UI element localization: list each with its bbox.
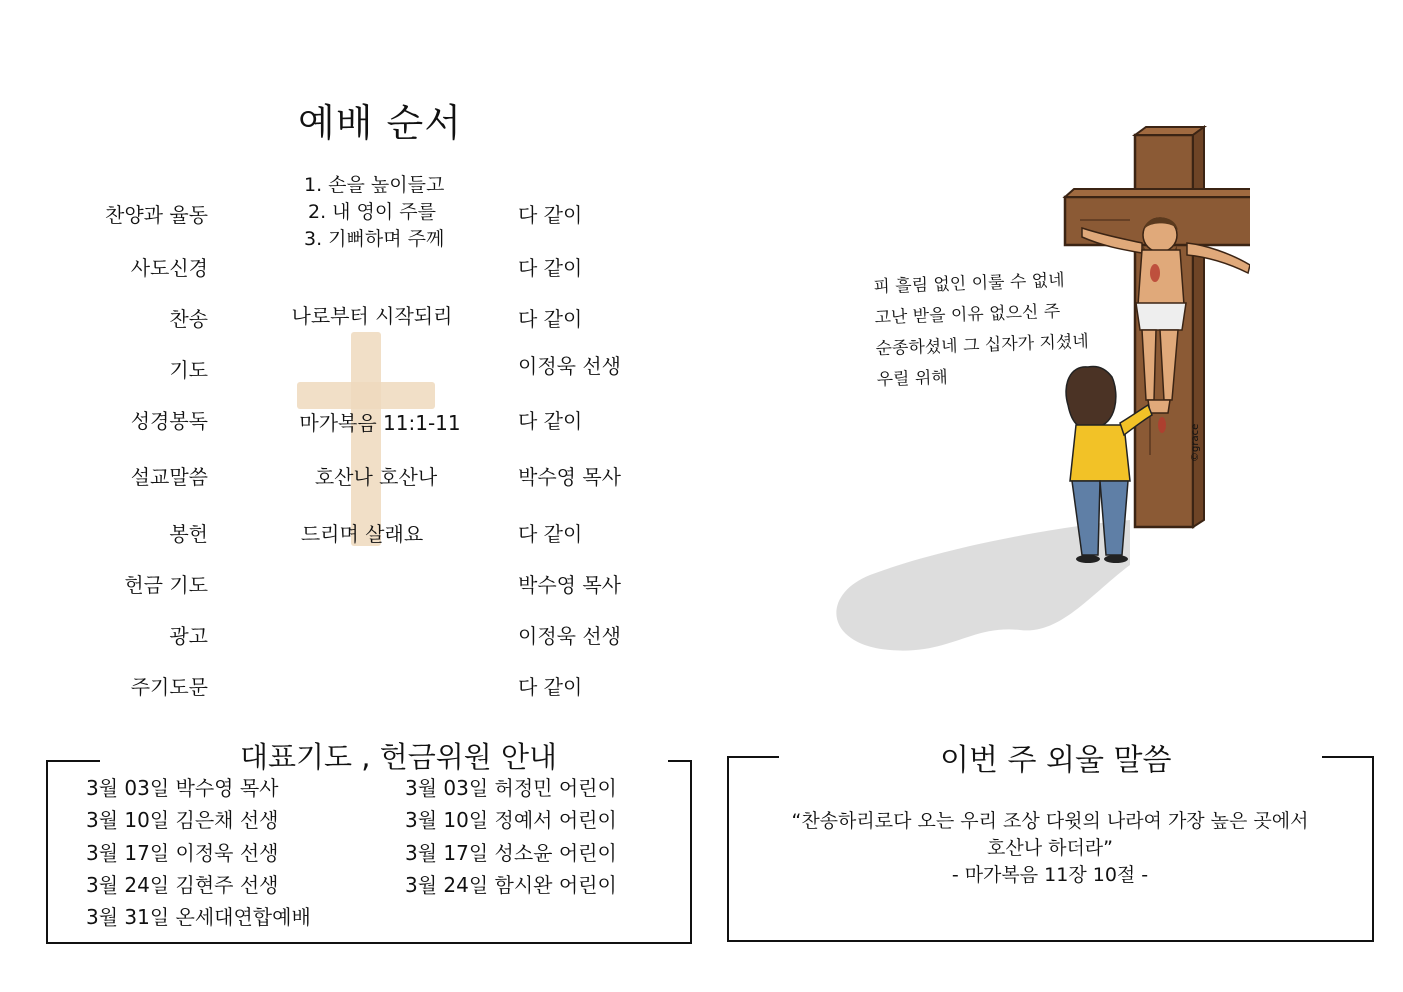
order-leader: 다 같이 [518, 307, 583, 331]
order-leader: 이정욱 선생 [518, 354, 621, 378]
order-title: 호산나 호산나 [314, 465, 438, 489]
order-leader: 박수영 목사 [518, 573, 621, 597]
caption-line: 우릴 위해 [876, 367, 949, 391]
order-leader: 다 같이 [518, 409, 583, 433]
order-leader: 박수영 목사 [518, 465, 621, 489]
order-title: 나로부터 시작되리 [291, 304, 453, 328]
verse-text-line: 호산나 하더라” [986, 837, 1113, 859]
order-title: 마가복음 11:1-11 [299, 411, 461, 435]
order-leader: 다 같이 [518, 203, 583, 227]
order-leader: 다 같이 [518, 522, 583, 546]
order-title-line: 2. 내 영이 주를 [308, 201, 437, 223]
list-item: 3월 24일 김현주 선생 [86, 873, 279, 897]
order-label: 설교말씀 [130, 465, 208, 489]
list-item: 3월 10일 김은채 선생 [86, 808, 279, 832]
order-leader: 다 같이 [518, 675, 583, 699]
order-label: 찬양과 율동 [105, 203, 208, 227]
cross-watermark-icon [295, 330, 437, 548]
order-label: 사도신경 [130, 256, 208, 280]
list-item: 3월 17일 이정욱 선생 [86, 841, 279, 865]
order-leader: 이정욱 선생 [518, 624, 621, 648]
verse-box-title: 이번 주 외울 말씀 [940, 743, 1172, 778]
verse-reference: - 마가복음 11장 10절 - [951, 864, 1149, 886]
page-title: 예배 순서 [298, 101, 462, 145]
caption-line: 고난 받을 이유 없으신 주 [874, 301, 1061, 329]
list-item: 3월 17일 성소윤 어린이 [405, 841, 617, 865]
order-leader: 다 같이 [518, 256, 583, 280]
order-title: 드리며 살래요 [300, 522, 424, 546]
crucifixion-illustration [830, 125, 1250, 685]
order-label: 성경봉독 [130, 409, 208, 433]
list-item: 3월 03일 박수영 목사 [86, 776, 279, 800]
prayer-box-title: 대표기도 , 헌금위원 안내 [240, 740, 558, 774]
order-label: 봉헌 [169, 522, 208, 546]
order-label: 헌금 기도 [124, 573, 208, 597]
order-title-line: 1. 손을 높이들고 [304, 174, 445, 196]
order-label: 찬송 [169, 307, 208, 331]
order-title-line: 3. 기뻐하며 주께 [304, 228, 445, 250]
caption-line: 피 흘림 없인 이룰 수 없네 [873, 270, 1065, 298]
list-item: 3월 31일 온세대연합예배 [86, 905, 311, 929]
order-label: 주기도문 [130, 675, 208, 699]
verse-text-line: “찬송하리로다 오는 우리 조상 다윗의 나라여 가장 높은 곳에서 [791, 810, 1309, 832]
caption-line: 순종하셨네 그 십자가 지셨네 [875, 331, 1090, 360]
illustration-caption [873, 264, 1117, 396]
order-label: 광고 [169, 624, 208, 648]
list-item: 3월 03일 허정민 어린이 [405, 776, 617, 800]
illustrator-signature: ©grace [1190, 423, 1201, 462]
order-label: 기도 [169, 358, 208, 382]
list-item: 3월 24일 함시완 어린이 [405, 873, 617, 897]
list-item: 3월 10일 정예서 어린이 [405, 808, 617, 832]
